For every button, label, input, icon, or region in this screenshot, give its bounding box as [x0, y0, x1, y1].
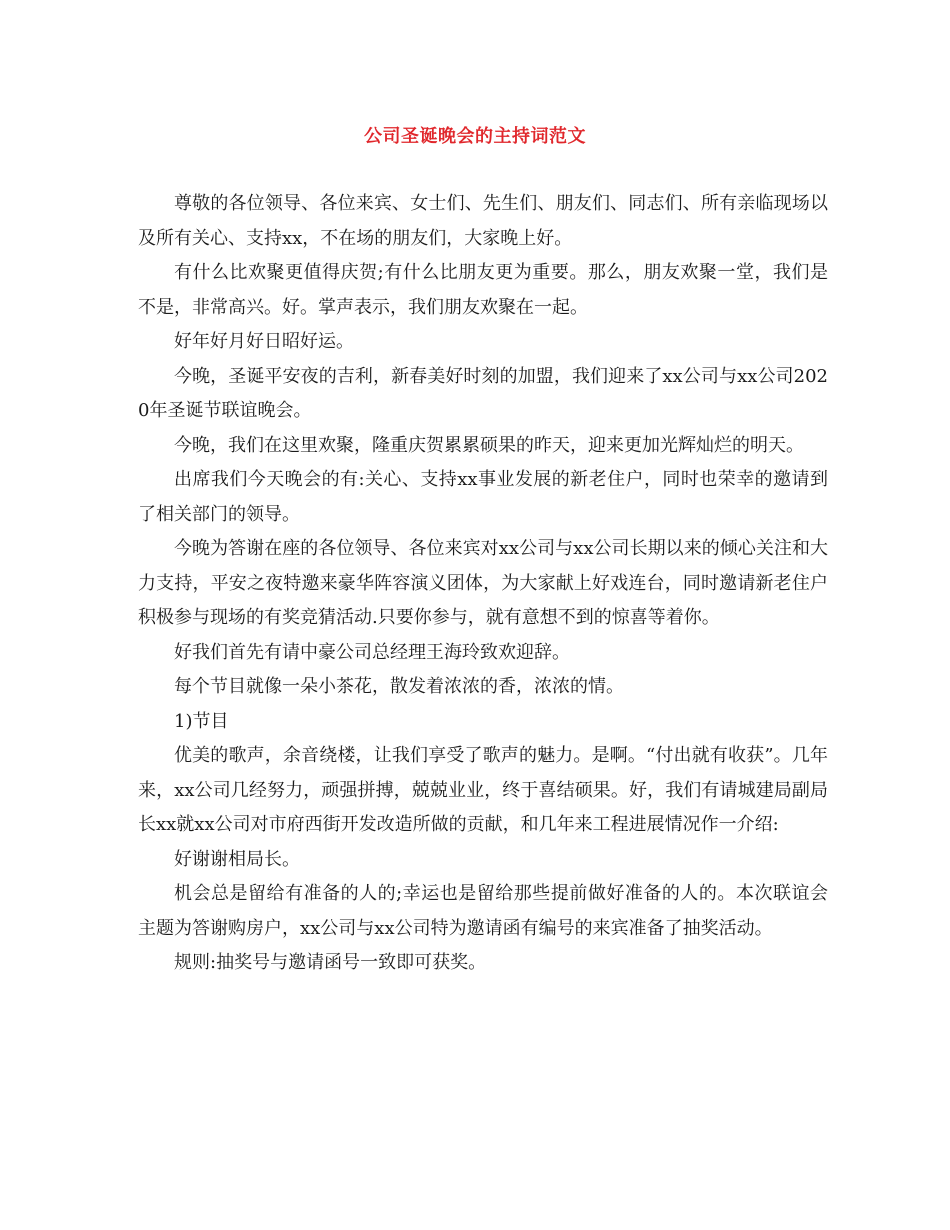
document-body: [138, 187, 828, 981]
paragraph: 有什么比欢聚更值得庆贺;有什么比朋友更为重要。那么，朋友欢聚一堂，我们是不是，非常高兴。好。掌声表示，我们朋友欢聚在一起。: [138, 262, 828, 318]
paragraph: 出席我们今天晚会的有:关心、支持xx事业发展的新老住户，同时也荣幸的邀请到了相关部门的领导。: [138, 469, 828, 525]
paragraph: 今晚，我们在这里欢聚，隆重庆贺累累硕果的昨天，迎来更加光辉灿烂的明天。: [174, 434, 804, 456]
paragraph: 好我们首先有请中豪公司总经理王海玲致欢迎辞。: [174, 641, 570, 663]
paragraph: 好谢谢相局长。: [174, 848, 300, 870]
paragraph: 尊敬的各位领导、各位来宾、女士们、先生们、朋友们、同志们、所有亲临现场以及所有关心、支持xx，不在场的朋友们，大家晚上好。: [138, 193, 828, 249]
document-title: 公司圣诞晚会的主持词范文: [364, 126, 586, 147]
paragraph: 今晚，圣诞平安夜的吉利，新春美好时刻的加盟，我们迎来了xx公司与xx公司2020年圣诞节联谊晚会。: [138, 365, 828, 421]
paragraph: 1)节目: [174, 710, 229, 732]
paragraph: 今晚为答谢在座的各位领导、各位来宾对xx公司与xx公司长期以来的倾心关注和大力支持，平安之夜特邀来豪华阵容演义团体，为大家献上好戏连台，同时邀请新老住户积极参与现场的有奖竞猜活动.只要你参与，就有意想不到的惊喜等着你。: [138, 538, 828, 628]
paragraph: 规则:抽奖号与邀请函号一致即可获奖。: [174, 952, 487, 973]
paragraph: 机会总是留给有准备的人的;幸运也是留给那些提前做好准备的人的。本次联谊会主题为答谢购房户，xx公司与xx公司特为邀请函有编号的来宾准备了抽奖活动。: [138, 883, 828, 939]
paragraph: 优美的歌声，余音绕楼，让我们享受了歌声的魅力。是啊。“付出就有收获”。几年来，xx公司几经努力，顽强拼搏，兢兢业业，终于喜结硕果。好，我们有请城建局副局长xx就xx公司对市府西街开发改造所做的贡献，和几年来工程进展情况作一介绍:: [138, 745, 828, 835]
paragraph: 每个节目就像一朵小茶花，散发着浓浓的香，浓浓的情。: [174, 676, 624, 697]
paragraph: 好年好月好日昭好运。: [174, 331, 354, 352]
